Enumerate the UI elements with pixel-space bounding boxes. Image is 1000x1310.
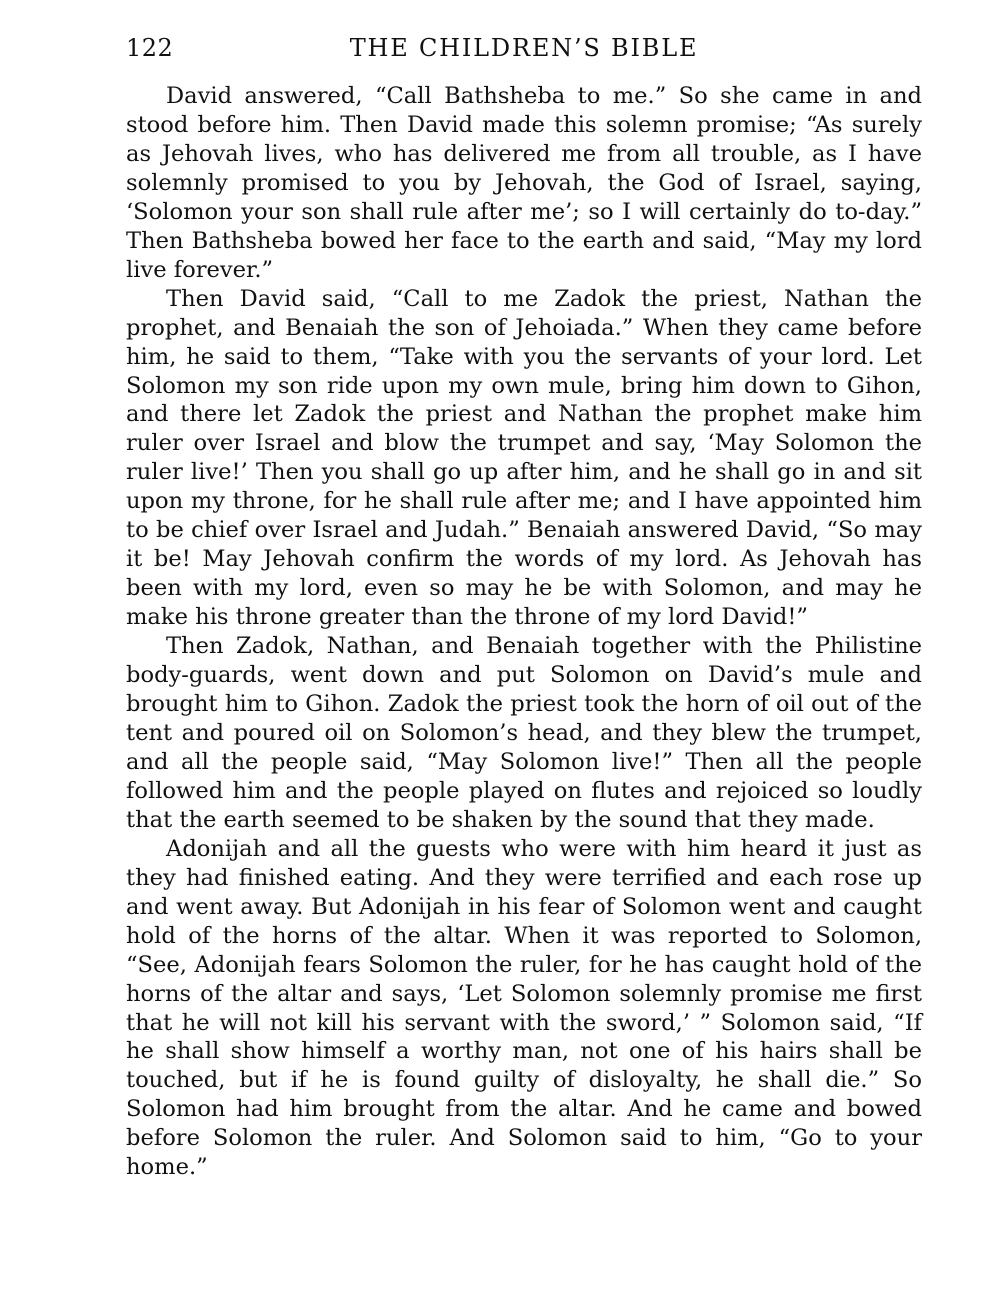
book-page — [126, 30, 922, 1182]
running-head — [126, 30, 922, 70]
paragraph-david-answered: David answered, “Call Bathsheba to me.” So she came in and stood before him. Then David made this solemn promise; “As surely as Jehovah lives, who has delivered me from all trouble, as I have solemnly promised to you by Jehovah, the God of Israel, saying, ‘Solomon your son shall rule after me’; so I will certainly do to-day.” Then Bathsheba bowed her face to the earth and said, “May my lord live forever.” — [126, 83, 922, 283]
book-title: THE CHILDREN’S BIBLE — [349, 34, 699, 62]
paragraph-solomon-anointed: Then Zadok, Nathan, and Benaiah together with the Philistine body-guards, went down and put Solomon on David’s mule and brought him to Gihon. Zadok the priest took the horn of oil out of the tent and poured oil on Solomon’s head, and they blew the trumpet, and all the people said, “May Solomon live!” Then all the people followed him and the people played on flutes and rejoiced so loudly that the earth seemed to be shaken by the sound that they made. — [126, 633, 922, 833]
page-number: 122 — [126, 34, 174, 62]
paragraph-adonijah-flees: Adonijah and all the guests who were with him heard it just as they had finished eating. And they were terrified and each rose up and went away. But Adonijah in his fear of Solomon went and caught hold of the horns of the altar. When it was reported to Solomon, “See, Adonijah fears Solomon the ruler, for he has caught hold of the horns of the altar and says, ‘Let Solomon solemnly promise me first that he will not kill his servant with the sword,’ ” Solomon said, “If he shall show himself a worthy man, not one of his hairs shall be touched, but if he is found guilty of disloyalty, he shall die.” So Solomon had him brought from the altar. And he came and bowed before Solomon the ruler. And Solomon said to him, “Go to your home.” — [126, 835, 922, 1181]
body-text — [126, 82, 922, 1182]
paragraph-david-commands: Then David said, “Call to me Zadok the priest, Nathan the prophet, and Benaiah the son of Jehoiada.” When they came before him, he said to them, “Take with you the servants of your lord. Let Solomon my son ride upon my own mule, bring him down to Gihon, and there let Zadok the priest and Nathan the prophet make him ruler over Israel and blow the trumpet and say, ‘May Solomon the ruler live!’ Then you shall go up after him, and he shall go in and sit upon my throne, for he shall rule after me; and I have appointed him to be chief over Israel and Judah.” Benaiah answered David, “So may it be! May Jehovah confirm the words of my lord. As Jehovah has been with my lord, even so may he be with Solomon, and may he make his throne greater than the throne of my lord David!” — [126, 285, 922, 631]
